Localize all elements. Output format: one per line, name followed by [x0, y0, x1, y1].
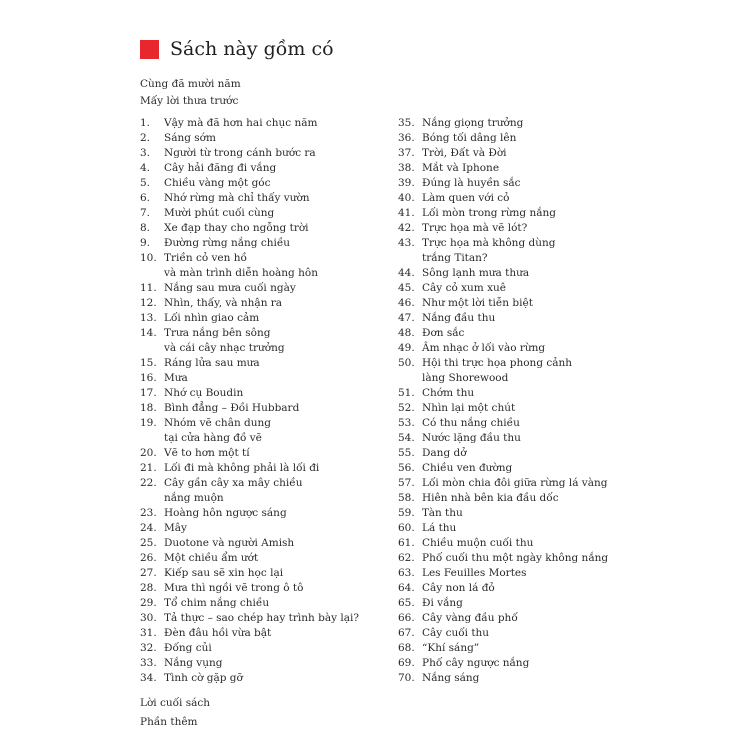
- toc-entry: [398, 551, 638, 566]
- toc-entry-title: Người từ trong cánh bước ra: [164, 147, 316, 159]
- toc-entry-title: Trưa nắng bên sông và cái cây nhạc trưởng: [164, 327, 285, 354]
- toc-entry: [140, 146, 390, 161]
- toc-entry-title: Như một lời tiễn biệt: [422, 297, 533, 309]
- toc-entry: [398, 416, 638, 431]
- toc-header: [140, 38, 334, 60]
- toc-entry-number: 13.: [140, 312, 157, 324]
- toc-entry-title: Triền cỏ ven hồ và màn trình diễn hoàng hôn: [164, 252, 318, 279]
- toc-entry-title: Bình đẳng – Đồi Hubbard: [164, 402, 300, 414]
- toc-entry: [398, 191, 638, 206]
- toc-entry-title: Nắng vụng: [164, 657, 223, 669]
- toc-entry-number: 52.: [398, 402, 415, 414]
- toc-entry-number: 26.: [140, 552, 157, 564]
- intro-line: Cùng đã mười năm: [140, 78, 241, 90]
- toc-entry: [140, 311, 390, 326]
- toc-entry: [398, 566, 638, 581]
- toc-entry: [398, 341, 638, 356]
- toc-entry-number: 27.: [140, 567, 157, 579]
- toc-entry-title: Cây hải đăng đi vắng: [164, 162, 277, 174]
- toc-entry-number: 46.: [398, 297, 415, 309]
- toc-entry-number: 53.: [398, 417, 415, 429]
- outro-line: Lời cuối sách: [140, 697, 211, 709]
- toc-entry: [140, 281, 390, 296]
- toc-entry-number: 50.: [398, 357, 415, 369]
- page-title: Sách này gồm có: [170, 38, 334, 60]
- toc-entry-number: 37.: [398, 147, 415, 159]
- toc-entry-number: 56.: [398, 462, 415, 474]
- toc-entry: [140, 131, 390, 146]
- toc-entry-title: Đống củi: [164, 642, 212, 654]
- toc-entry: [140, 641, 390, 656]
- toc-entry-title: Nắng sáng: [422, 672, 480, 684]
- toc-entry-number: 60.: [398, 522, 415, 534]
- toc-entry: [140, 401, 390, 416]
- toc-entry: [140, 176, 390, 191]
- toc-entry-title: Bóng tối dâng lên: [422, 132, 517, 144]
- toc-entry-title: Một chiều ẩm ướt: [164, 552, 259, 564]
- toc-entry-number: 2.: [140, 132, 151, 144]
- toc-entry-title: Mười phút cuối cùng: [164, 207, 275, 219]
- toc-entry: [140, 416, 390, 446]
- toc-entry-title: Nước lặng đầu thu: [422, 432, 521, 444]
- toc-entry-number: 31.: [140, 627, 157, 639]
- toc-entry: [140, 386, 390, 401]
- toc-column-left: [140, 116, 390, 686]
- toc-entry-number: 49.: [398, 342, 415, 354]
- toc-entry-title: Nắng giọng trưởng: [422, 117, 524, 129]
- toc-entry-title: Tình cờ gặp gỡ: [164, 672, 243, 684]
- toc-entry-title: Hiên nhà bên kia đầu dốc: [422, 492, 559, 504]
- toc-entry-title: Cây vàng đầu phố: [422, 612, 518, 624]
- toc-entry: [398, 176, 638, 191]
- toc-entry-number: 4.: [140, 162, 151, 174]
- toc-entry-number: 5.: [140, 177, 151, 189]
- toc-entry-title: Vẽ to hơn một tí: [164, 447, 250, 459]
- toc-entry-title: Có thu nắng chiều: [422, 417, 520, 429]
- toc-entry-number: 14.: [140, 327, 157, 339]
- toc-entry-title: Phố cây ngược nắng: [422, 657, 530, 669]
- toc-entry: [398, 131, 638, 146]
- toc-entry-title: Nhớ rừng mà chỉ thấy vườn: [164, 192, 310, 204]
- toc-entry: [398, 581, 638, 596]
- toc-entry: [398, 431, 638, 446]
- toc-entry: [398, 311, 638, 326]
- toc-entry-title: Nhìn, thấy, và nhận ra: [164, 297, 283, 309]
- toc-entry: [140, 611, 390, 626]
- toc-entry: [140, 356, 390, 371]
- toc-entry-title: Vậy mà đã hơn hai chục năm: [164, 117, 318, 129]
- toc-entry: [140, 446, 390, 461]
- toc-entry: [398, 671, 638, 686]
- toc-entry-number: 8.: [140, 222, 151, 234]
- toc-entry-number: 61.: [398, 537, 415, 549]
- toc-entry: [140, 521, 390, 536]
- toc-entry-title: Xe đạp thay cho ngỗng trời: [164, 222, 309, 234]
- toc-entry-number: 64.: [398, 582, 415, 594]
- toc-entry-number: 12.: [140, 297, 157, 309]
- toc-entry-number: 16.: [140, 372, 157, 384]
- toc-entry: [398, 626, 638, 641]
- toc-entry-number: 70.: [398, 672, 415, 684]
- toc-entry-number: 48.: [398, 327, 415, 339]
- toc-entry-number: 66.: [398, 612, 415, 624]
- toc-entry-title: Trực họa mà không dùng trắng Titan?: [422, 237, 556, 264]
- toc-entry-number: 45.: [398, 282, 415, 294]
- toc-entry: [398, 161, 638, 176]
- toc-entry-title: Tổ chim nắng chiều: [164, 597, 270, 609]
- toc-entry-title: Cây cuối thu: [422, 627, 490, 639]
- toc-entry: [398, 296, 638, 311]
- toc-entry: [398, 281, 638, 296]
- toc-entry: [140, 326, 390, 356]
- toc-entry: [140, 371, 390, 386]
- toc-entry-number: 7.: [140, 207, 151, 219]
- toc-entry: [140, 671, 390, 686]
- toc-entry-number: 41.: [398, 207, 415, 219]
- toc-entry-title: Cây cỏ xum xuê: [422, 282, 506, 294]
- toc-entry: [398, 611, 638, 626]
- toc-entry: [140, 581, 390, 596]
- toc-entry-title: Trời, Đất và Đời: [422, 147, 507, 159]
- toc-entry: [140, 296, 390, 311]
- toc-entry-number: 22.: [140, 477, 157, 489]
- toc-entry-title: Nắng đầu thu: [422, 312, 496, 324]
- toc-entry-title: Mắt và Iphone: [422, 162, 500, 174]
- toc-entry-number: 38.: [398, 162, 415, 174]
- toc-entry-number: 40.: [398, 192, 415, 204]
- toc-entry-title: Nắng sau mưa cuối ngày: [164, 282, 296, 294]
- toc-entry: [140, 551, 390, 566]
- toc-entry-number: 1.: [140, 117, 151, 129]
- toc-entry-title: Chiều ven đường: [422, 462, 513, 474]
- toc-entry-number: 32.: [140, 642, 157, 654]
- toc-entry-number: 62.: [398, 552, 415, 564]
- toc-entry: [398, 221, 638, 236]
- toc-entry-title: Chớm thu: [422, 387, 475, 399]
- toc-entry-number: 29.: [140, 597, 157, 609]
- toc-entry-title: Lối mòn chia đôi giữa rừng lá vàng: [422, 477, 608, 489]
- toc-entry: [398, 641, 638, 656]
- toc-entry-number: 30.: [140, 612, 157, 624]
- toc-entry: [398, 476, 638, 491]
- toc-entry-title: Đơn sắc: [422, 327, 465, 339]
- toc-entry-number: 42.: [398, 222, 415, 234]
- toc-entry: [140, 236, 390, 251]
- toc-entry-title: Duotone và người Amish: [164, 537, 295, 549]
- toc-entry-number: 57.: [398, 477, 415, 489]
- toc-entry-title: Lá thu: [422, 522, 457, 534]
- outro-section: [140, 694, 210, 732]
- toc-entry-title: Làm quen với cỏ: [422, 192, 510, 204]
- toc-entry: [398, 401, 638, 416]
- toc-entry: [398, 146, 638, 161]
- toc-entry-title: Mưa: [164, 372, 188, 384]
- toc-entry: [140, 596, 390, 611]
- toc-entry-title: Sông lạnh mưa thưa: [422, 267, 530, 279]
- toc-entry-number: 20.: [140, 447, 157, 459]
- toc-entry: [140, 161, 390, 176]
- toc-entry-title: Đường rừng nắng chiều: [164, 237, 291, 249]
- toc-entry: [140, 191, 390, 206]
- toc-entry-title: Lối đi mà không phải là lối đi: [164, 462, 320, 474]
- toc-entry-number: 23.: [140, 507, 157, 519]
- toc-entry-number: 9.: [140, 237, 151, 249]
- toc-entry-number: 18.: [140, 402, 157, 414]
- toc-entry: [398, 356, 638, 386]
- toc-entry-title: Âm nhạc ở lối vào rừng: [422, 342, 546, 354]
- toc-entry-number: 63.: [398, 567, 415, 579]
- toc-entry-title: Nhìn lại một chút: [422, 402, 516, 414]
- toc-entry-number: 47.: [398, 312, 415, 324]
- toc-entry-number: 59.: [398, 507, 415, 519]
- toc-entry-title: Hội thi trực họa phong cảnh làng Shorewood: [422, 357, 573, 384]
- toc-entry-title: Les Feuilles Mortes: [422, 567, 527, 579]
- toc-entry: [398, 461, 638, 476]
- toc-entry: [140, 206, 390, 221]
- toc-entry: [140, 656, 390, 671]
- toc-entry: [140, 461, 390, 476]
- toc-entry-title: Nhớ cụ Boudin: [164, 387, 244, 399]
- toc-entry-number: 51.: [398, 387, 415, 399]
- toc-entry-title: Lối nhìn giao cảm: [164, 312, 260, 324]
- toc-entry-title: Đúng là huyền sắc: [422, 177, 521, 189]
- toc-entry: [398, 326, 638, 341]
- toc-entry-title: Cây non lá đỏ: [422, 582, 495, 594]
- toc-column-right: [398, 116, 638, 686]
- red-square-marker: [140, 40, 159, 59]
- toc-entry-title: Cây gần cây xa mây chiều nắng muộn: [164, 477, 303, 504]
- toc-entry-number: 3.: [140, 147, 151, 159]
- toc-entry-number: 58.: [398, 492, 415, 504]
- toc-entry: [398, 596, 638, 611]
- toc-entry: [140, 626, 390, 641]
- toc-entry: [398, 236, 638, 266]
- toc-entry-number: 67.: [398, 627, 415, 639]
- toc-entry-number: 6.: [140, 192, 151, 204]
- toc-entry-title: Nhóm vẽ chân dung tại cửa hàng đồ vẽ: [164, 417, 272, 444]
- toc-entry: [398, 446, 638, 461]
- toc-entry: [398, 386, 638, 401]
- toc-entry-title: Chiều muộn cuối thu: [422, 537, 534, 549]
- toc-entry-number: 33.: [140, 657, 157, 669]
- toc-entry: [140, 536, 390, 551]
- toc-entry-title: Đèn đâu hồi vừa bật: [164, 627, 272, 639]
- intro-line: Mấy lời thưa trước: [140, 95, 239, 107]
- toc-entry-number: 10.: [140, 252, 157, 264]
- toc-entry-number: 39.: [398, 177, 415, 189]
- toc-entry-number: 25.: [140, 537, 157, 549]
- toc-entry-title: Mưa thì ngồi vẽ trong ô tô: [164, 582, 304, 594]
- toc-entry-title: “Khí sáng”: [422, 642, 480, 654]
- toc-entry: [140, 506, 390, 521]
- toc-entry: [398, 266, 638, 281]
- toc-entry-number: 36.: [398, 132, 415, 144]
- toc-entry-title: Đi vắng: [422, 597, 463, 609]
- toc-entry-title: Chiều vàng một góc: [164, 177, 271, 189]
- toc-entry-number: 17.: [140, 387, 157, 399]
- toc-entry-number: 68.: [398, 642, 415, 654]
- toc-entry: [398, 521, 638, 536]
- toc-entry-number: 28.: [140, 582, 157, 594]
- toc-entry-title: Mây: [164, 522, 187, 534]
- toc-entry: [140, 251, 390, 281]
- toc-entry-title: Ráng lửa sau mưa: [164, 357, 260, 369]
- toc-entry-number: 69.: [398, 657, 415, 669]
- toc-entry-number: 15.: [140, 357, 157, 369]
- toc-entry-number: 34.: [140, 672, 157, 684]
- toc-entry-number: 35.: [398, 117, 415, 129]
- intro-section: [140, 76, 241, 110]
- toc-entry: [398, 506, 638, 521]
- toc-entry-number: 65.: [398, 597, 415, 609]
- toc-entry-title: Tả thực – sao chép hay trình bày lại?: [164, 612, 359, 624]
- toc-entry-title: Sáng sớm: [164, 132, 216, 144]
- toc-entry: [398, 116, 638, 131]
- toc-entry-number: 11.: [140, 282, 157, 294]
- toc-entry-title: Kiếp sau sẽ xin học lại: [164, 567, 284, 579]
- toc-entry-number: 54.: [398, 432, 415, 444]
- toc-entry-number: 24.: [140, 522, 157, 534]
- toc-entry-title: Lối mòn trong rừng nắng: [422, 207, 556, 219]
- toc-entry: [398, 656, 638, 671]
- toc-entry-title: Dang dở: [422, 447, 467, 459]
- toc-entry-title: Hoàng hôn ngược sáng: [164, 507, 287, 519]
- toc-entry-number: 44.: [398, 267, 415, 279]
- toc-entry-number: 55.: [398, 447, 415, 459]
- toc-entry-title: Phố cuối thu một ngày không nắng: [422, 552, 609, 564]
- outro-line: Phần thêm: [140, 716, 198, 728]
- toc-entry: [398, 491, 638, 506]
- toc-entry-title: Tàn thu: [422, 507, 463, 519]
- toc-entry: [140, 566, 390, 581]
- toc-entry: [140, 116, 390, 131]
- toc-entry-number: 21.: [140, 462, 157, 474]
- toc-entry-number: 19.: [140, 417, 157, 429]
- toc-entry-title: Trực họa mà vẽ lót?: [422, 222, 528, 234]
- toc-entry-number: 43.: [398, 237, 415, 249]
- toc-entry: [140, 221, 390, 236]
- toc-entry: [398, 536, 638, 551]
- toc-entry: [140, 476, 390, 506]
- toc-entry: [398, 206, 638, 221]
